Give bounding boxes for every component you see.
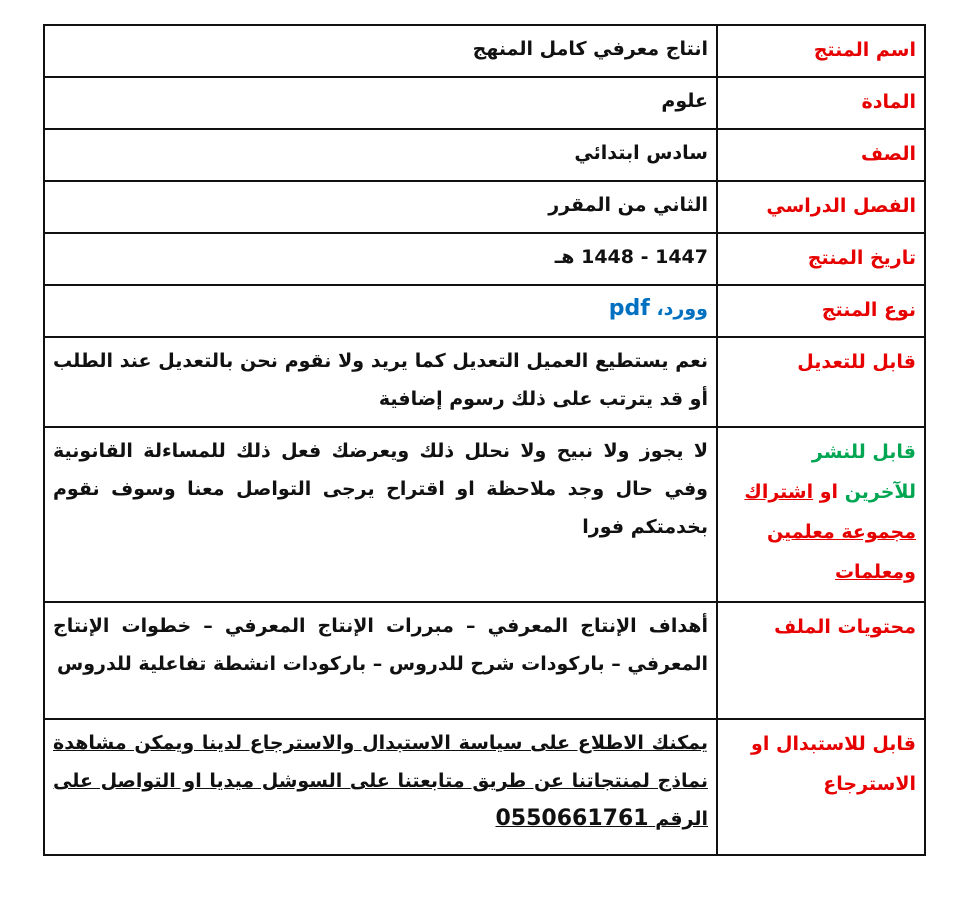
table-row [44, 25, 925, 77]
publish-label-or: او [819, 481, 839, 503]
table-row [44, 602, 925, 719]
value-type [44, 285, 717, 337]
value-grade: سادس ابتدائي [44, 129, 717, 181]
label-editable: قابل للتعديل [717, 337, 925, 427]
value-editable: نعم يستطيع العميل التعديل كما يريد ولا نقوم نحن بالتعديل عند الطلب أو قد يترتب على ذلك رسوم إضافية [44, 337, 717, 427]
label-grade: الصف [717, 129, 925, 181]
table-row [44, 181, 925, 233]
value-contents: أهداف الإنتاج المعرفي – مبررات الإنتاج المعرفي – خطوات الإنتاج المعرفي – باركودات شرح للدروس – باركودات انشطة تفاعلية للدروس [44, 602, 717, 719]
label-product-name: اسم المنتج [717, 25, 925, 77]
value-term: الثاني من المقرر [44, 181, 717, 233]
phone-number[interactable]: 0550661761 [495, 806, 649, 831]
type-pdf: pdf [608, 296, 650, 321]
label-term: الفصل الدراسي [717, 181, 925, 233]
value-exchange[interactable] [44, 719, 717, 855]
value-product-name: انتاج معرفي كامل المنهج [44, 25, 717, 77]
table-row [44, 233, 925, 285]
table-row [44, 337, 925, 427]
label-date: تاريخ المنتج [717, 233, 925, 285]
table-row [44, 719, 925, 855]
label-subject: المادة [717, 77, 925, 129]
type-word: وورد، [649, 298, 708, 320]
publish-label-1: قابل للنشر [811, 441, 916, 463]
value-publish: لا يجوز ولا نبيح ولا نحلل ذلك ويعرضك فعل ذلك للمساءلة القانونية وفي حال وجد ملاحظة او اقتراح يرجى التواصل معنا وسوف نقوم بخدمتكم فورا [44, 427, 717, 602]
product-info-table [43, 24, 926, 856]
label-contents: محتويات الملف [717, 602, 925, 719]
label-type: نوع المنتج [717, 285, 925, 337]
value-subject: علوم [44, 77, 717, 129]
table-row [44, 285, 925, 337]
table-row [44, 129, 925, 181]
table-row [44, 77, 925, 129]
publish-label-2: للآخرين [844, 481, 916, 503]
publish-label-3: اشتراك مجموعة معلمين ومعلمات [744, 481, 916, 583]
exchange-text[interactable]: يمكنك الاطلاع على سياسة الاستبدال والاسترجاع لدينا ويمكن مشاهدة نماذج لمنتجاتنا عن طريق متابعتنا على السوشل ميديا او التواصل على الرقم [53, 732, 708, 830]
table-row [44, 427, 925, 602]
label-exchange: قابل للاستبدال او الاسترجاع [717, 719, 925, 855]
date-text: 1447 - 1448 هـ [554, 246, 708, 268]
label-publish [717, 427, 925, 602]
value-date [44, 233, 717, 285]
